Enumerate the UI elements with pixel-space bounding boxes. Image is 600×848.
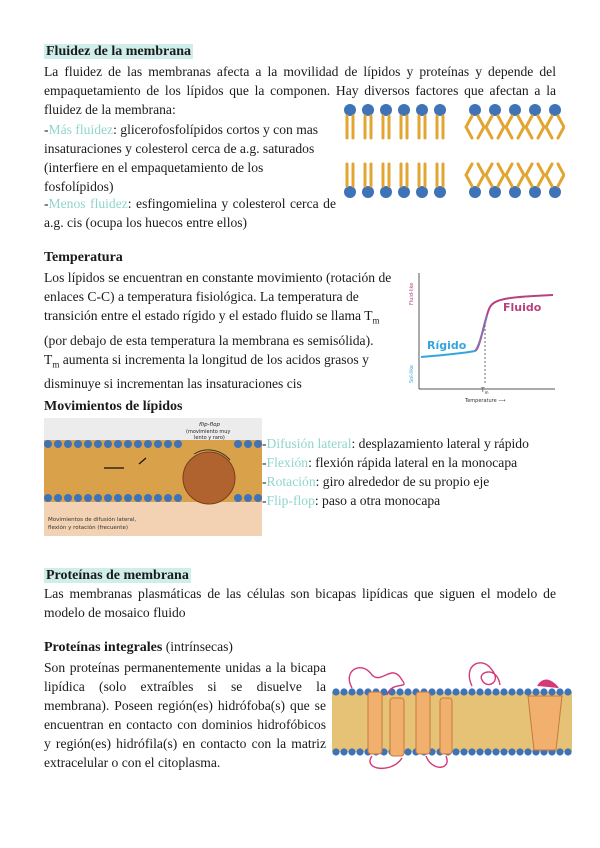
lipid-head: [509, 104, 521, 116]
membrane-head: [348, 748, 355, 755]
lipid-bilayer-illustration: [344, 104, 564, 198]
bilayer-head: [94, 440, 102, 448]
helix-1: [368, 692, 382, 754]
flipflop-note-3: lento y raro): [194, 435, 225, 441]
membrane-head: [340, 688, 347, 695]
proteinas-text: Las membranas plasmáticas de las células son bicapas lipídicas que siguen el modelo de modelo de mosaico fluido: [44, 586, 556, 620]
lipid-tail: [466, 164, 472, 186]
bilayer-head: [44, 494, 52, 502]
lipid-tail: [558, 164, 564, 186]
bilayer-head: [94, 494, 102, 502]
xlabel: Temperature ⟶: [465, 398, 506, 404]
mov-item-rotacion: -Rotación: giro alrededor de su propio eje: [262, 474, 490, 489]
lipid-head: [362, 186, 374, 198]
lipid-head: [529, 186, 541, 198]
lipid-tail: [518, 164, 524, 186]
lipid-tail: [498, 164, 504, 186]
membrane-head: [492, 688, 499, 695]
helix-3: [416, 692, 430, 754]
lipid-head: [380, 104, 392, 116]
membrane-head: [548, 688, 555, 695]
bilayer-head: [64, 494, 72, 502]
membrane-head: [484, 688, 491, 695]
membrane-head: [532, 688, 539, 695]
membrane-head: [404, 688, 411, 695]
bilayer-head: [124, 440, 132, 448]
lipid-tail: [466, 116, 472, 138]
bilayer-head: [104, 494, 112, 502]
bilayer-head: [174, 494, 182, 502]
helix-2: [390, 698, 404, 756]
bilayer-head: [114, 440, 122, 448]
cytoplasmic-loop: [370, 756, 402, 768]
membrane-head: [564, 688, 571, 695]
bilayer-head: [84, 440, 92, 448]
lipid-tail: [526, 164, 532, 186]
bilayer-head: [74, 440, 82, 448]
membrane-head: [444, 688, 451, 695]
membrane-head: [524, 748, 531, 755]
flipflop-note-1: flip-flop: [199, 422, 220, 428]
flip-flop-circle: [183, 452, 235, 504]
flipflop-note-2: (movimiento muy: [186, 429, 231, 435]
lipid-tail: [538, 116, 544, 138]
bilayer-head: [104, 440, 112, 448]
bilayer-head: [114, 494, 122, 502]
membrane-head: [356, 688, 363, 695]
lipid-head: [469, 186, 481, 198]
movimientos-list: [262, 434, 562, 510]
helix-4: [440, 698, 452, 754]
lipid-head: [489, 104, 501, 116]
membrane-head: [452, 748, 459, 755]
caption-1: Movimientos de difusión lateral,: [48, 517, 137, 523]
bilayer-head: [134, 494, 142, 502]
membrane-head: [540, 688, 547, 695]
lipid-head: [509, 186, 521, 198]
lipid-head: [380, 186, 392, 198]
membrane-head: [516, 748, 523, 755]
membrane-head: [500, 748, 507, 755]
lipid-tail: [526, 116, 532, 138]
membrane-head: [556, 748, 563, 755]
membrane-head: [508, 748, 515, 755]
lipid-tail: [538, 164, 544, 186]
lipid-tail: [546, 116, 552, 138]
bilayer-head: [54, 494, 62, 502]
bilayer-head: [144, 494, 152, 502]
bilayer-head: [154, 494, 162, 502]
membrane-head: [348, 688, 355, 695]
ylabel-sol: Sol-like: [409, 365, 415, 383]
bilayer-head: [234, 494, 242, 502]
lipid-tail: [486, 164, 492, 186]
lipid-head: [434, 104, 446, 116]
bilayer-head: [244, 494, 252, 502]
lipid-head: [549, 104, 561, 116]
bilayer-head: [254, 494, 262, 502]
lipid-head: [469, 104, 481, 116]
lipid-tail: [478, 164, 484, 186]
membrane-head: [564, 748, 571, 755]
bilayer-head: [124, 494, 132, 502]
phase-transition-chart: [405, 265, 565, 405]
membrane-head: [404, 748, 411, 755]
lipid-head: [398, 186, 410, 198]
membrane-head: [396, 688, 403, 695]
section-heading-proteinas: Proteínas de membrana: [46, 568, 189, 583]
bilayer-head: [164, 494, 172, 502]
ylabel-fluid: Fluid-like: [409, 282, 415, 305]
lipid-tail: [506, 116, 512, 138]
lipid-movements-figure: [44, 418, 262, 536]
integrales-text: Son proteínas permanentemente unidas a la bicapa lipídica (solo extraíbles si se disuelve la membrana). Poseen región(es) hidrófoba(s) que se encuentran en contacto con dominios hidrofóbicos y región(es) hidrófila(s) en contacto con la matriz extracelular o con el citoplasma.: [44, 660, 326, 770]
membrane-head: [556, 688, 563, 695]
lipid-tail: [546, 164, 552, 186]
membrane-head: [468, 688, 475, 695]
membrane-head: [332, 748, 339, 755]
lipid-head: [489, 186, 501, 198]
mov-item-flipflop: -Flip-flop: paso a otra monocapa: [262, 493, 441, 508]
caption-2: flexión y rotación (frecuente): [48, 525, 128, 531]
bilayer-head: [84, 494, 92, 502]
lipid-head: [344, 186, 356, 198]
lipid-head: [416, 104, 428, 116]
lipid-head: [416, 186, 428, 198]
section-heading-movimientos: Movimientos de lípidos: [44, 399, 183, 414]
cytoplasmic-loop-2: [426, 756, 447, 767]
mov-item-flexion: -Flexión: flexión rápida lateral en la monocapa: [262, 455, 518, 470]
mas-fluidez-label: Más fluidez: [48, 122, 114, 137]
membrane-head: [500, 688, 507, 695]
lipid-tail: [558, 116, 564, 138]
extracellular-loop-2: [469, 663, 500, 686]
lipid-tail: [506, 164, 512, 186]
section-heading-temperatura: Temperatura: [44, 250, 123, 265]
membrane-head: [332, 688, 339, 695]
membrane-head: [492, 748, 499, 755]
lipid-head: [398, 104, 410, 116]
lipid-head: [344, 104, 356, 116]
bilayer-head: [74, 494, 82, 502]
integral-proteins-figure: [332, 650, 572, 780]
membrane-head: [484, 748, 491, 755]
tm-label: $T_m$: [481, 387, 489, 395]
lipid-head: [434, 186, 446, 198]
fluidez-intro: La fluidez de las membranas afecta a la movilidad de lípidos y proteínas y depende del empaquetamiento de los lípidos que la componen. Hay diversos factores que afectan a la fluidez de la membrana:: [44, 64, 556, 117]
membrane-head: [508, 688, 515, 695]
membrane-head: [516, 688, 523, 695]
section-heading-integrales: Proteínas integrales (intrínsecas): [44, 639, 233, 655]
barrel-protein: [528, 696, 562, 750]
bilayer-head: [44, 440, 52, 448]
lipid-head: [549, 186, 561, 198]
membrane-head: [452, 688, 459, 695]
lipid-head: [362, 104, 374, 116]
rigido-label: Rígido: [427, 339, 467, 352]
mov-item-difusion: -Difusión lateral: desplazamiento lateral y rápido: [262, 436, 529, 451]
bilayer-head: [234, 440, 242, 448]
bilayer-head: [244, 440, 252, 448]
temperatura-paragraph: Los lípidos se encuentran en constante movimiento (rotación de enlaces C-C) a temperatura fisiológica. La temperatura de transición entre el estado rígido y el estado fluido se llama $T_m$ (por debajo de esta temperatura la membrana es semisólida). $T_m$ aumenta si incrementa la longitud de los acidos grasos y disminuye si incrementan las insaturaciones cis: [44, 270, 392, 392]
bilayer-head: [174, 440, 182, 448]
membrane-head: [468, 748, 475, 755]
lipid-packing-figure: [340, 100, 565, 204]
membrane-head: [436, 688, 443, 695]
membrane-head: [460, 688, 467, 695]
section-heading-fluidez: Fluidez de la membrana: [46, 44, 192, 59]
bilayer-head: [144, 440, 152, 448]
bilayer-head: [64, 440, 72, 448]
membrane-head: [356, 748, 363, 755]
membrane-head: [524, 688, 531, 695]
bilayer-head: [164, 440, 172, 448]
membrane-head: [340, 748, 347, 755]
fluidez-menos: -Menos fluidez: esfingomielina y colesterol cerca de a.g. cis (ocupa los huecos entre ellos): [44, 196, 336, 230]
membrane-head: [476, 688, 483, 695]
membrane-head: [460, 748, 467, 755]
bilayer-head: [154, 440, 162, 448]
barrel-cap: [538, 680, 558, 688]
lipid-tail: [518, 116, 524, 138]
menos-fluidez-label: Menos fluidez: [48, 196, 128, 211]
bilayer-head: [254, 440, 262, 448]
fluidez-mas: -Más fluidez: glicerofosfolípidos cortos y con mas insaturaciones y colesterol cerca de a.g. saturados (interfiere en el empaquetamiento de los fosfolípidos): [44, 122, 319, 194]
lipid-head: [529, 104, 541, 116]
membrane-head: [476, 748, 483, 755]
lipid-tail: [486, 116, 492, 138]
bilayer-head: [54, 440, 62, 448]
bilayer-head: [134, 440, 142, 448]
lipid-tail: [498, 116, 504, 138]
fluido-label: Fluido: [503, 301, 542, 314]
lipid-tail: [478, 116, 484, 138]
